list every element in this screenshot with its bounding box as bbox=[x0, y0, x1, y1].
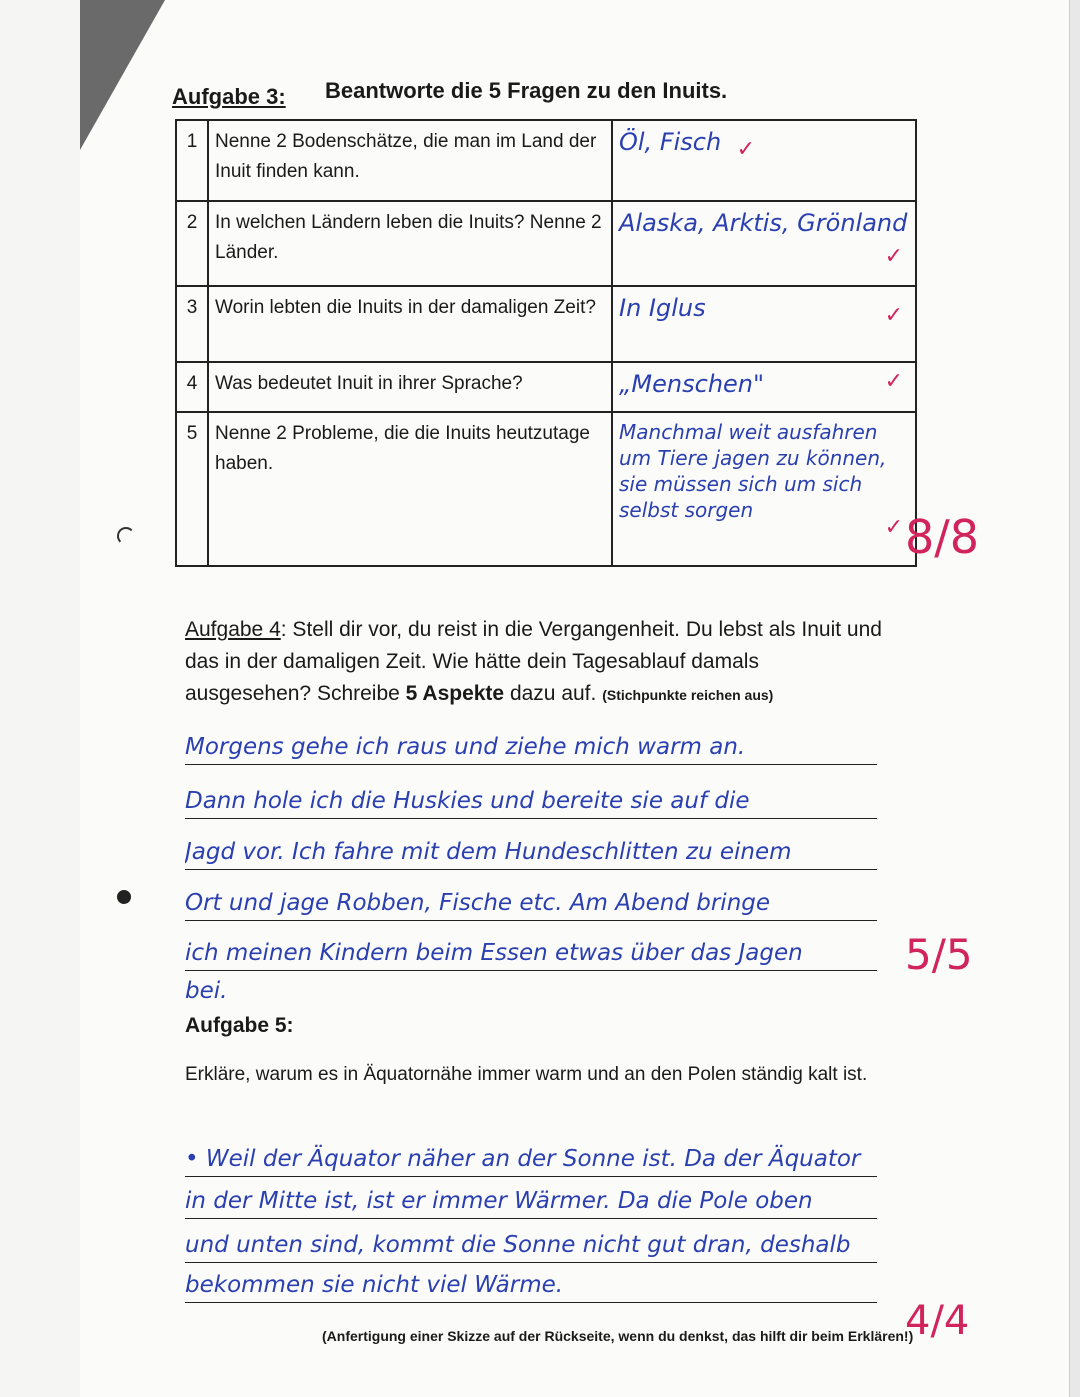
task5-score: 4/4 bbox=[905, 1298, 970, 1344]
question-table bbox=[175, 119, 917, 567]
task4-note: (Stichpunkte reichen aus) bbox=[602, 687, 774, 703]
task4-text-b: dazu auf. bbox=[504, 682, 597, 705]
task4-bold: 5 Aspekte bbox=[405, 682, 505, 705]
answer-text: Manchmal weit ausfahren um Tiere jagen zu können, sie müssen sich um sich selbst sorgen bbox=[619, 420, 887, 522]
answer-line: bei. bbox=[185, 978, 228, 1004]
question-text: Nenne 2 Probleme, die die Inuits heutzutage haben. bbox=[208, 412, 612, 566]
table-row bbox=[176, 120, 916, 201]
answer-cell bbox=[612, 120, 916, 201]
question-text: Worin lebten die Inuits in der damaligen Zeit? bbox=[208, 286, 612, 362]
answer-line: Ort und jage Robben, Fische etc. Am Abend bringe bbox=[185, 886, 877, 921]
answer-line: in der Mitte ist, ist er immer Wärmer. Da die Pole oben bbox=[185, 1184, 877, 1219]
table-row bbox=[176, 286, 916, 362]
check-mark-icon: ✓ bbox=[884, 369, 903, 394]
row-number: 5 bbox=[176, 412, 208, 566]
check-mark-icon: ✓ bbox=[736, 137, 755, 162]
folded-corner bbox=[80, 0, 165, 150]
punch-hole bbox=[117, 890, 131, 904]
task4-score: 5/5 bbox=[905, 930, 973, 979]
answer-line: ich meinen Kindern beim Essen etwas über das Jagen bbox=[185, 936, 877, 971]
task5-note: (Anfertigung einer Skizze auf der Rückseite, wenn du denkst, das hilft dir beim Erklären!) bbox=[322, 1328, 914, 1344]
task4-prompt bbox=[185, 614, 885, 711]
task3-instruction: Beantworte die 5 Fragen zu den Inuits. bbox=[325, 78, 728, 103]
task5-text: Erkläre, warum es in Äquatornähe immer warm und an den Polen ständig kalt ist. bbox=[185, 1064, 868, 1085]
row-number: 3 bbox=[176, 286, 208, 362]
table-row bbox=[176, 362, 916, 412]
answer-line: Jagd vor. Ich fahre mit dem Hundeschlitten zu einem bbox=[185, 835, 877, 870]
answer-text: Alaska, Arktis, Grönland bbox=[619, 209, 908, 237]
question-text: In welchen Ländern leben die Inuits? Nenne 2 Länder. bbox=[208, 201, 612, 286]
question-text: Nenne 2 Bodenschätze, die man im Land der Inuit finden kann. bbox=[208, 120, 612, 201]
task5-heading: Aufgabe 5: bbox=[185, 1014, 294, 1037]
answer-cell bbox=[612, 201, 916, 286]
answer-line: bekommen sie nicht viel Wärme. bbox=[185, 1268, 877, 1303]
row-number: 4 bbox=[176, 362, 208, 412]
task3-heading: Aufgabe 3: bbox=[172, 84, 286, 109]
answer-line: und unten sind, kommt die Sonne nicht gut dran, deshalb bbox=[185, 1228, 877, 1263]
answer-text: In Iglus bbox=[619, 294, 706, 322]
answer-line: Morgens gehe ich raus und ziehe mich warm an. bbox=[185, 730, 877, 765]
answer-line: • Weil der Äquator näher an der Sonne ist. Da der Äquator bbox=[185, 1142, 877, 1177]
answer-cell bbox=[612, 286, 916, 362]
row-number: 2 bbox=[176, 201, 208, 286]
check-mark-icon: ✓ bbox=[884, 303, 903, 328]
answer-cell bbox=[612, 412, 916, 566]
page-edge bbox=[1069, 0, 1080, 1397]
task3-score: 8/8 bbox=[905, 510, 980, 564]
check-mark-icon: ✓ bbox=[884, 244, 903, 269]
punch-hole bbox=[117, 527, 135, 545]
answer-text: Öl, Fisch bbox=[619, 128, 722, 156]
task4-heading: Aufgabe 4 bbox=[185, 618, 281, 641]
table-row bbox=[176, 412, 916, 566]
question-text: Was bedeutet Inuit in ihrer Sprache? bbox=[208, 362, 612, 412]
answer-text: „Menschen" bbox=[619, 370, 765, 398]
table-row bbox=[176, 201, 916, 286]
answer-cell bbox=[612, 362, 916, 412]
task4-text-a: : Stell dir vor, du reist in die Vergangenheit. Du lebst als Inuit und das in der damaligen Zeit. Wie hätte dein Tagesablauf damals ausgesehen? Schreibe bbox=[185, 618, 882, 705]
check-mark-icon: ✓ bbox=[884, 515, 903, 540]
row-number: 1 bbox=[176, 120, 208, 201]
answer-line: Dann hole ich die Huskies und bereite sie auf die bbox=[185, 784, 877, 819]
